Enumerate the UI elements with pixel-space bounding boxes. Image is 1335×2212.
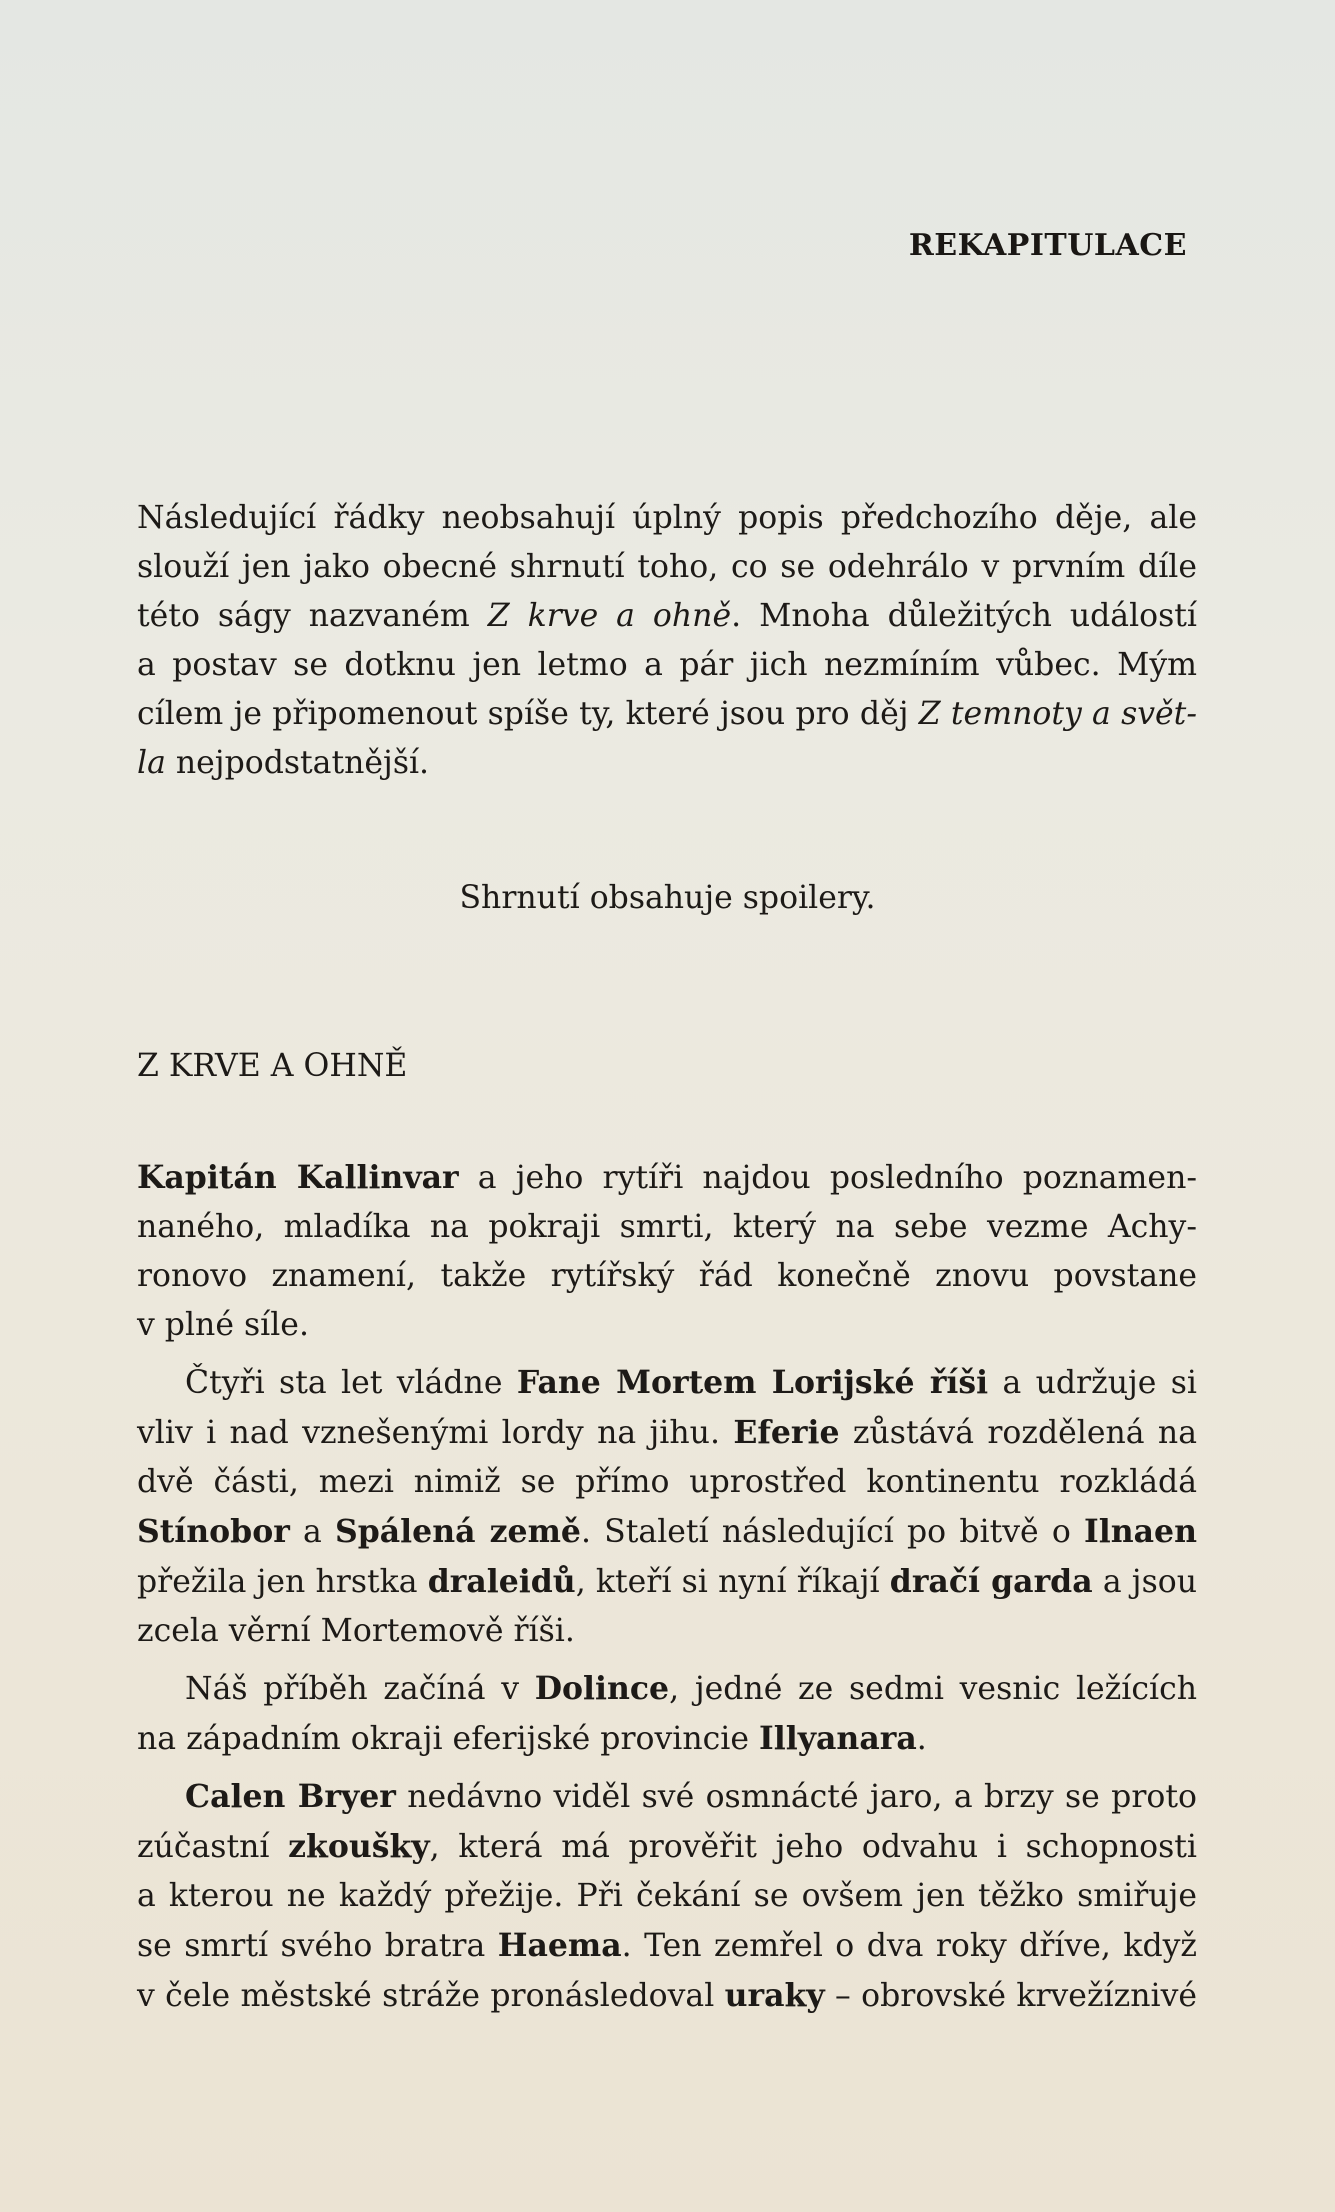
section-title: Z KRVE A OHNĚ [137, 1048, 408, 1084]
name-bold: dračí garda [889, 1563, 1093, 1600]
text-line: v čele městské stráže pronásledoval uraky – obrovské krvežíznivé [137, 1977, 1198, 2014]
name-bold: zkoušky [288, 1828, 430, 1865]
text-line: zúčastní zkoušky, která má prověřit jeho odvahu i schopnosti [137, 1828, 1197, 1865]
text-line: přežila jen hrstka draleidů, kteří si nyní říkají dračí garda a jsou [137, 1563, 1197, 1600]
text-line: la nejpodstatnější. [137, 745, 430, 781]
name-bold: Kapitán Kallinvar [137, 1159, 459, 1196]
text-line: cílem je připomenout spíše ty, které jsou pro děj Z temnoty a svět- [137, 696, 1197, 732]
text-line: vliv i nad vznešenými lordy na jihu. Eferie zůstává rozdělená na [137, 1414, 1197, 1451]
name-bold: Haema [497, 1927, 622, 1964]
text-line: Náš příběh začíná v Dolince, jedné ze sedmi vesnic ležících [185, 1670, 1197, 1707]
text-line: Čtyři sta let vládne Fane Mortem Lorijské říši a udržuje si [185, 1364, 1197, 1401]
intro-paragraph [137, 494, 1197, 788]
text-line: na západním okraji eferijské provincie Illyanara. [137, 1720, 927, 1757]
text-line: Stínobor a Spálená země. Staletí následující po bitvě o Ilnaen [137, 1513, 1197, 1550]
text-line: ronovo znamení, takže rytířský řád konečně znovu povstane [137, 1258, 1197, 1294]
name-bold: Illyanara [759, 1720, 917, 1757]
name-bold: Stínobor [137, 1513, 290, 1550]
text-line: v plné síle. [137, 1307, 309, 1343]
text-line: zcela věrní Mortemově říši. [137, 1613, 575, 1649]
name-bold: draleidů [427, 1563, 576, 1600]
text-line: se smrtí svého bratra Haema. Ten zemřel o dva roky dříve, když [137, 1927, 1197, 1964]
name-bold: Ilnaen [1084, 1513, 1197, 1550]
text-line: Calen Bryer nedávno viděl své osmnácté jaro, a brzy se proto [185, 1778, 1197, 1815]
text-line: této ságy nazvaném Z krve a ohně. Mnoha důležitých událostí [137, 598, 1198, 634]
name-bold: Fane Mortem Lorijské říši [516, 1364, 989, 1401]
name-bold: Calen Bryer [185, 1778, 396, 1815]
text-line: slouží jen jako obecné shrnutí toho, co se odehrálo v prvním díle [137, 549, 1197, 585]
text-line: a kterou ne každý přežije. Při čekání se ovšem jen těžko smiřuje [137, 1878, 1197, 1914]
name-bold: Eferie [733, 1414, 840, 1451]
running-head: REKAPITULACE [908, 228, 1187, 263]
text-line: a postav se dotknu jen letmo a pár jich nezmíním vůbec. Mým [137, 647, 1197, 683]
text-line: dvě části, mezi nimiž se přímo uprostřed kontinentu rozkládá [137, 1464, 1197, 1500]
name-bold: Dolince [534, 1670, 670, 1707]
text-line: Kapitán Kallinvar a jeho rytíři najdou posledního poznamen- [137, 1159, 1197, 1196]
spoiler-notice: Shrnutí obsahuje spoilery. [459, 880, 876, 916]
text-line: Následující řádky neobsahují úplný popis předchozího děje, ale [137, 500, 1197, 536]
book-title-italic: Z krve a ohně [487, 598, 732, 634]
name-bold: Spálená země [335, 1513, 581, 1550]
summary-body [137, 1153, 1197, 2021]
book-title-italic: Z temnoty a svět- [918, 696, 1197, 732]
text-line: naného, mladíka na pokraji smrti, který na sebe vezme Achy- [137, 1209, 1197, 1245]
book-title-italic: la [137, 745, 166, 781]
name-bold: uraky [724, 1977, 825, 2014]
